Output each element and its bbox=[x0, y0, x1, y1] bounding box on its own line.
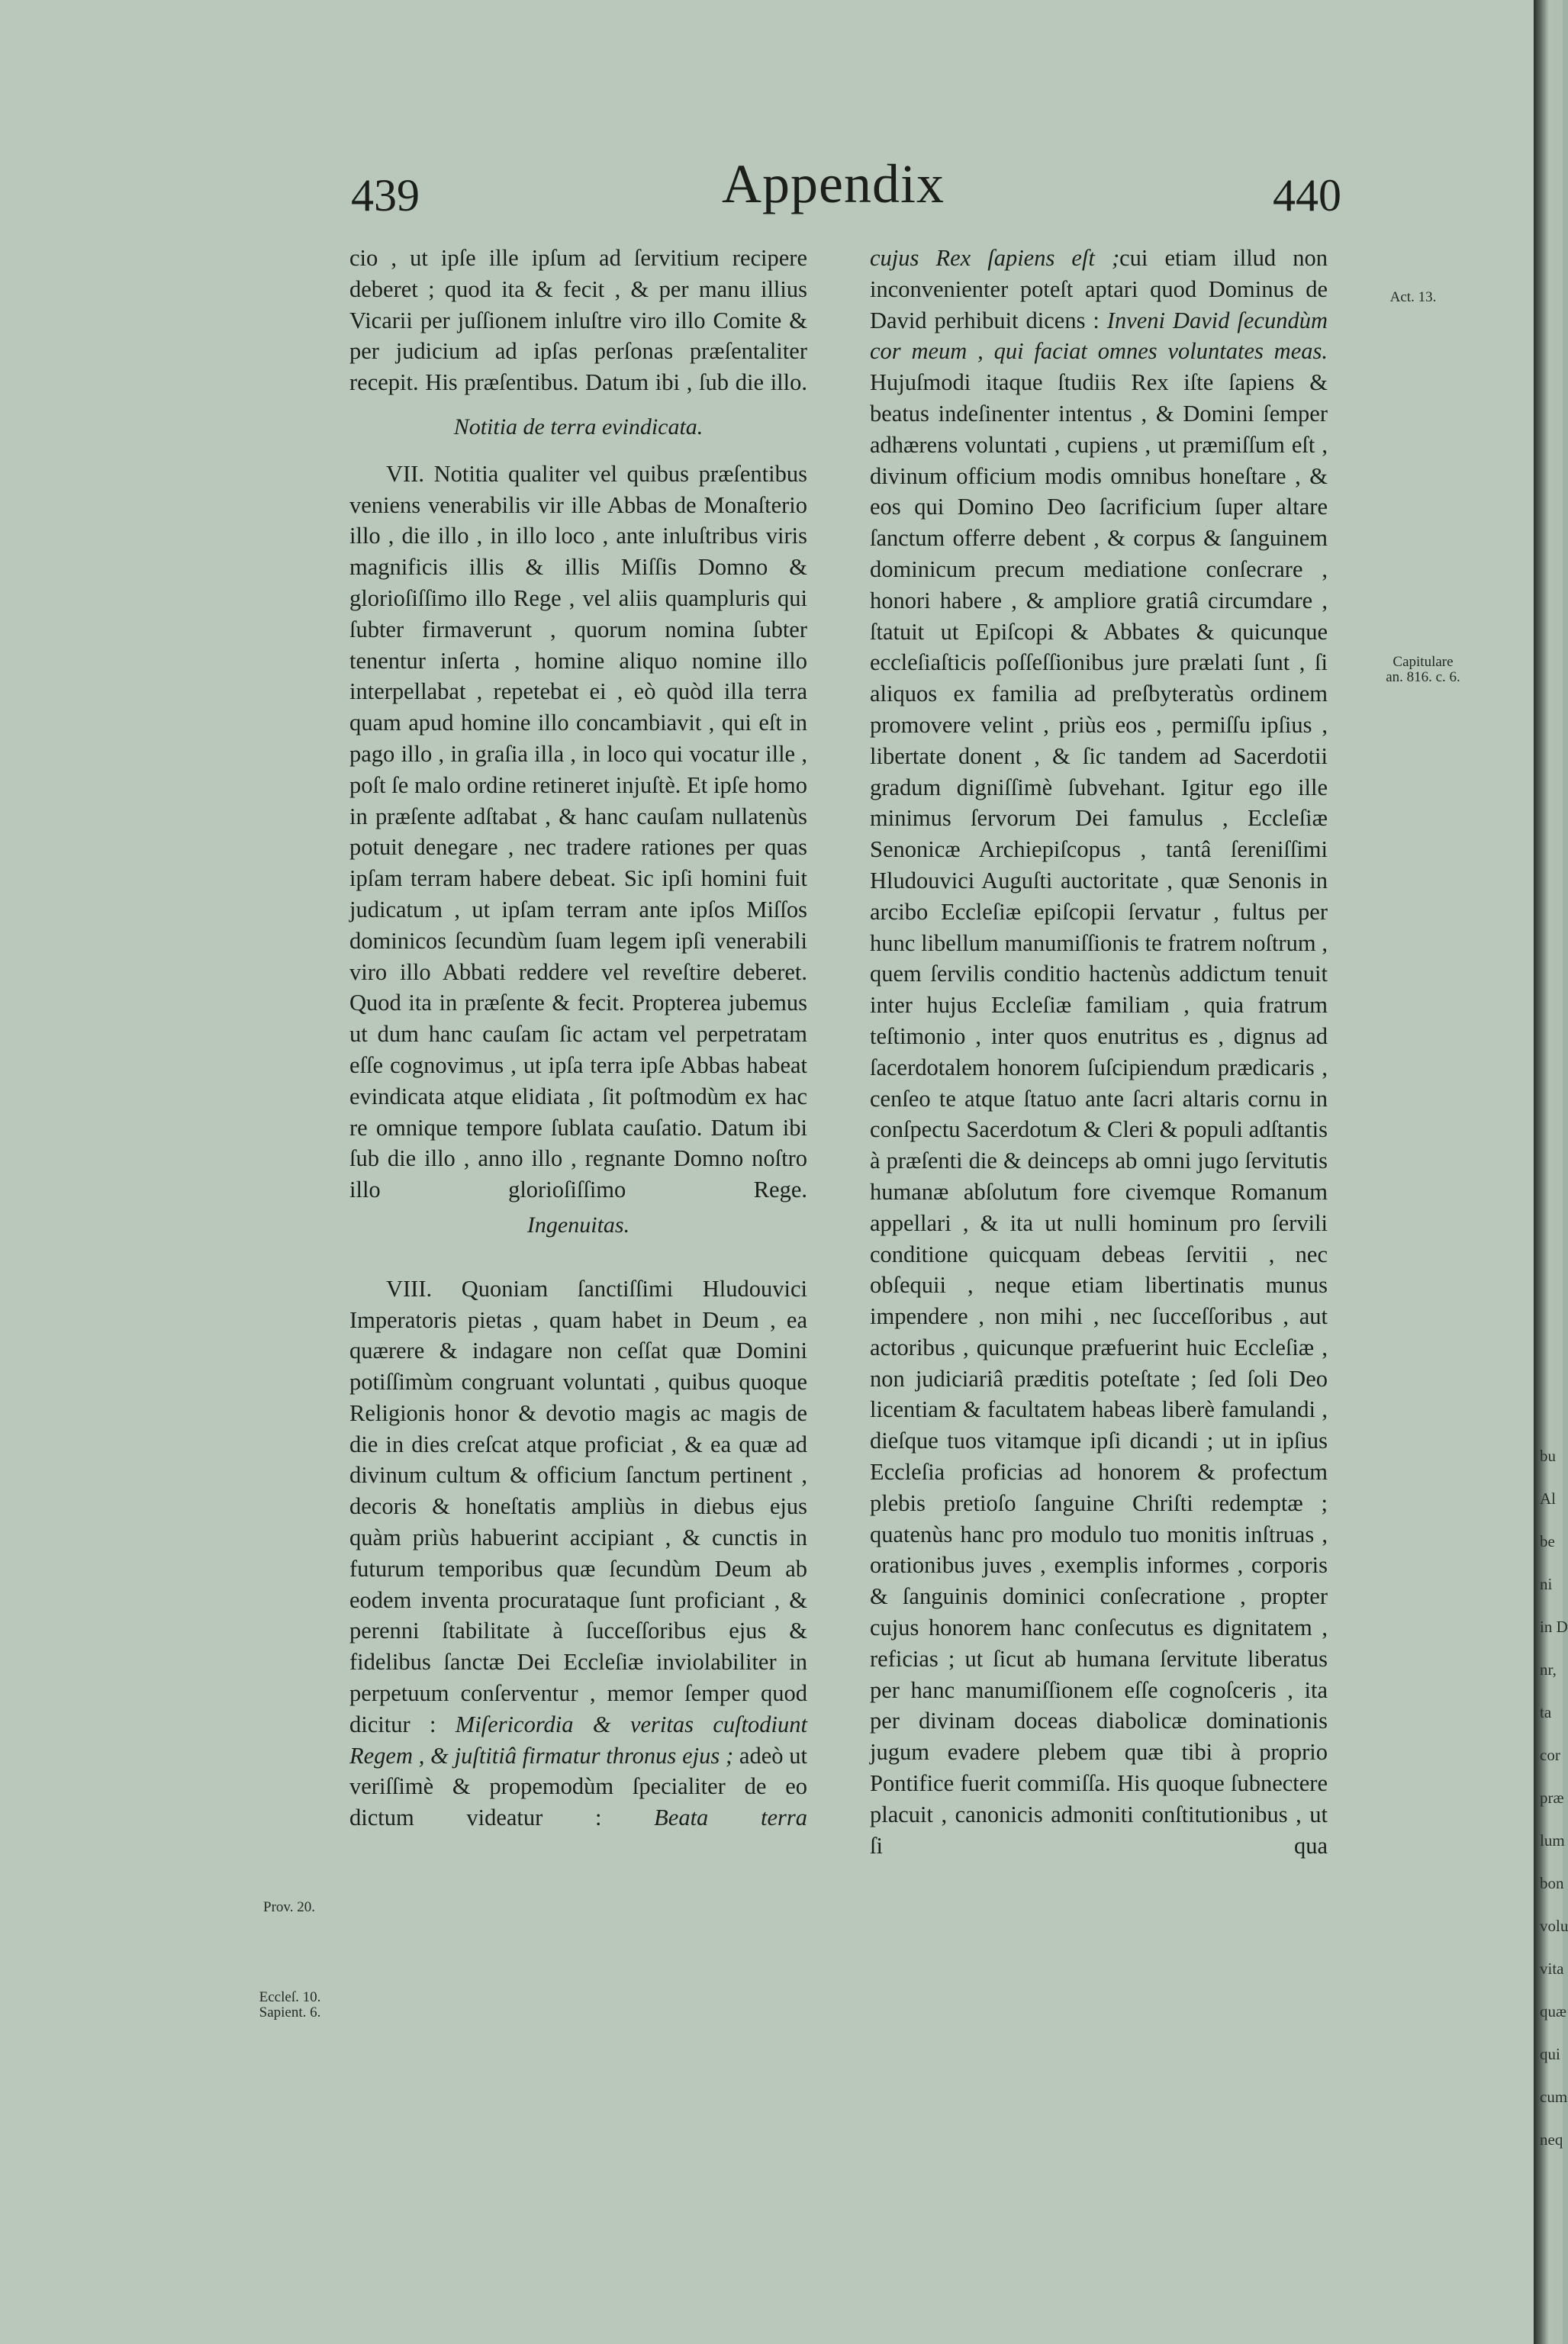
right-column bbox=[870, 243, 1328, 1861]
margin-note-prov: Prov. 20. bbox=[263, 1899, 315, 1915]
paragraph-formula-end: cio , ut ipſe ille ipſum ad ſervitium recipere deberet ; quod ita & fecit , & per manu illius Vicarii per juſſionem inluſtre viro illo Comite & per judicium ad ipſas perſonas præſentaliter recepit. His præſentibus. Datum ibi , ſub die illo. bbox=[349, 245, 807, 396]
heading-ingenuitas: Ingenuitas. bbox=[526, 1212, 630, 1238]
paragraph-viii bbox=[349, 1273, 807, 1834]
page-header bbox=[0, 153, 1534, 221]
paragraph-viii-text: VIII. Quoniam ſanctiſſimi Hludouvici Imperatoris pietas , quam habet in Deum , ea quærere & indagare non ceſſat quæ Domini potiſſimùm congruant voluntati , quibus quoque Religionis honor & devotio magis ac magis de die in dies creſcat atque proficiat , & ea quæ ad divinum cultum & officium ſanctum pertinent , decoris & honeſtatis ampliùs in diebus ejus quàm priùs habuerint accipiant , & cunctis in futurum temporibus quæ ſecundùm Deum ab eodem inventa procurataque ſunt proficiant , & perenni ſtabilitate à ſucceſſoribus ejus & fidelibus ſanctæ Dei Eccleſiæ inviolabiliter in perpetuum conſerventur , memor ſemper quod dicitur : bbox=[349, 1275, 807, 1737]
quote-inveni-david: Inveni David ſecundùm cor meum , qui faciat omnes voluntates meas. bbox=[870, 307, 1328, 365]
continuation-text-2: Hujuſmodi itaque ſtudiis Rex iſte ſapiens & beatus indeſinenter intentus , & Domini ſemper adhærens voluntati , cupiens , ut præmiſſum eſt , divinum officium modis omnibus honeſtare , & eos qui Domino Deo ſacrificium ſuper altare ſanctum offerre debent , & corpus & ſanguinem dominicum precum mediatione conſecrare , honori habere , & ampliore gratiâ circumdare , ſtatuit ut Epiſcopi & Abbates & quicunque eccleſiaſticis poſſeſſionibus jure prælati ſunt , ſi aliquos ex familia ad preſbyteratùs ordinem promovere velint , priùs eos , permiſſu ipſius , libertate donent , & ſic tandem ad Sacerdotii gradum digniſſimè ſubvehant. Igitur ego ille minimus ſervorum Dei famulus , Eccleſiæ Senonicæ Archiepiſcopus , tantâ ſereniſſimi Hludouvici Auguſti auctoritate , quæ Senonis in arcibo Eccleſiæ epiſcopii ſervatur , fultus per hunc libellum manumiſſionis te fratrem noſtrum , quem ſervilis conditio hactenùs addictum tenuit inter hujus Eccleſiæ familiam , quia fratrum teſtimonio , inter quos enutritus es , dignus ad ſacerdotalem honorem ſuſcipiendum prædicaris , cenſeo te atque ſtatuo ante ſacri altaris cornu in conſpectu Sacerdotum & Cleri & populi adſtantis à præſenti die & deinceps ab omni jugo ſervitutis humanæ abſolutum fore civemque Romanum appellari , & ita ut nulli hominum pro ſervili conditione quicquam debeas ſervitii , nec obſequii , neque etiam libertinatis munus impendere , non mihi , nec ſucceſſoribus , aut actoribus , quicunque præfuerint huic Eccleſiæ , non judiciariâ præditis poteſtate ; ſed ſoli Deo licentiam & facultatem habeas liberè famulandi , dieſque tuos vitamque ipſi dicandi ; ut in ipſius Eccleſia proficias ad honorem & profectum plebis pretioſo ſanguine Chriſti redemptæ ; quatenùs hanc pro modulo tuo monitis inſtruas , orationibus juves , exemplis informes , corporis & ſanguinis dominici conſecratione , propter cujus honorem hanc conſecutus es dignitatem , reficias ; ut ſicut ab humana ſervitute liberatus per hanc manumiſſionem eſſe cognoſceris , ita per divinam doceas diabolicæ dominationis jugum evadere plebem quæ tibi à proprio Pontifice fuerit commiſſa. His quoque ſubnectere placuit , canonicis admoniti conſtitutionibus , ut ſi qua bbox=[870, 369, 1328, 1859]
margin-note-cap-line1: Capitulare bbox=[1393, 654, 1454, 670]
quote-cujus-rex: cujus Rex ſapiens eſt ; bbox=[870, 245, 1120, 271]
margin-note-eccl-line2: Sapient. 6. bbox=[259, 2004, 321, 2020]
margin-note-cap-line2: an. 816. c. 6. bbox=[1386, 669, 1460, 685]
page-number-right: 440 bbox=[1273, 170, 1341, 221]
margin-note-capitulare bbox=[1373, 655, 1473, 685]
continuation-text-1: cui etiam illud non inconvenienter poteſt aptari quod Dominus de David perhibuit dicens : bbox=[870, 245, 1328, 333]
quote-beata-terra: Beata terra bbox=[654, 1805, 807, 1831]
margin-note-eccl bbox=[252, 1990, 328, 2020]
paragraph-viii-continued: adeò ut veriſſimè & propemodùm ſpecialiter de eo dictum videatur : bbox=[349, 1742, 807, 1831]
heading-notitia: Notitia de terra evindicata. bbox=[453, 414, 704, 440]
running-title: Appendix bbox=[722, 153, 945, 214]
paragraph-vii: VII. Notitia qualiter vel quibus præſentibus veniens venerabilis vir ille Abbas de Monaſterio illo , die illo , in illo loco , ante inluſtribus viris magnificis illis & illis Miſſis Domno & glorioſiſſimo illo Rege , vel aliis quampluris qui ſubter firmaverunt , quorum nomina ſubter tenentur inſerta , homine aliquo nomine illo interpellabat , repetebat ei , eò quòd illa terra quam apud homine illo concambiavit , qui eſt in pago illo , in graſia illa , in loco qui vocatur ille , poſt ſe malo ordine retineret injuſtè. Et ipſe homo in præſente adſtabat , & hanc cauſam nullatenùs potuit denegare , nec tradere rationes per quas ipſam terram habere debeat. Sic ipſi homini fuit judicatum , ut ipſam terram ante ipſos Miſſos dominicos ſecundùm ſuam legem ipſi venerabili viro illo Abbati reddere vel reveſtire deberet. Quod ita in præſente & fecit. Propterea jubemus ut dum hanc cauſam ſic actam vel perpetratam eſſe cognovimus , ut ipſa terra ipſe Abbas habeat evindicata atque elidiata , ſit poſtmodùm ex hac re omnique tempore ſublata cauſatio. Datum ibi ſub die illo , anno illo , regnante Domno noſtro illo glorioſiſſimo Rege. bbox=[349, 460, 807, 1203]
quote-misericordia: Miſericordia & veritas cuſtodiunt Regem , & juſtitiâ firmatur thronus ejus ; bbox=[349, 1711, 807, 1769]
margin-note-eccl-line1: Eccleſ. 10. bbox=[259, 1989, 321, 2005]
paragraph-continuation bbox=[870, 243, 1328, 1861]
facing-page-fragments: bu Al be ni in D nr, ta cor præ lum bon volu vita quæ qui cum neq bbox=[1540, 1447, 1568, 2149]
margin-note-act: Act. 13. bbox=[1389, 289, 1437, 305]
left-column bbox=[349, 243, 807, 1834]
page-number-left: 439 bbox=[351, 170, 420, 221]
